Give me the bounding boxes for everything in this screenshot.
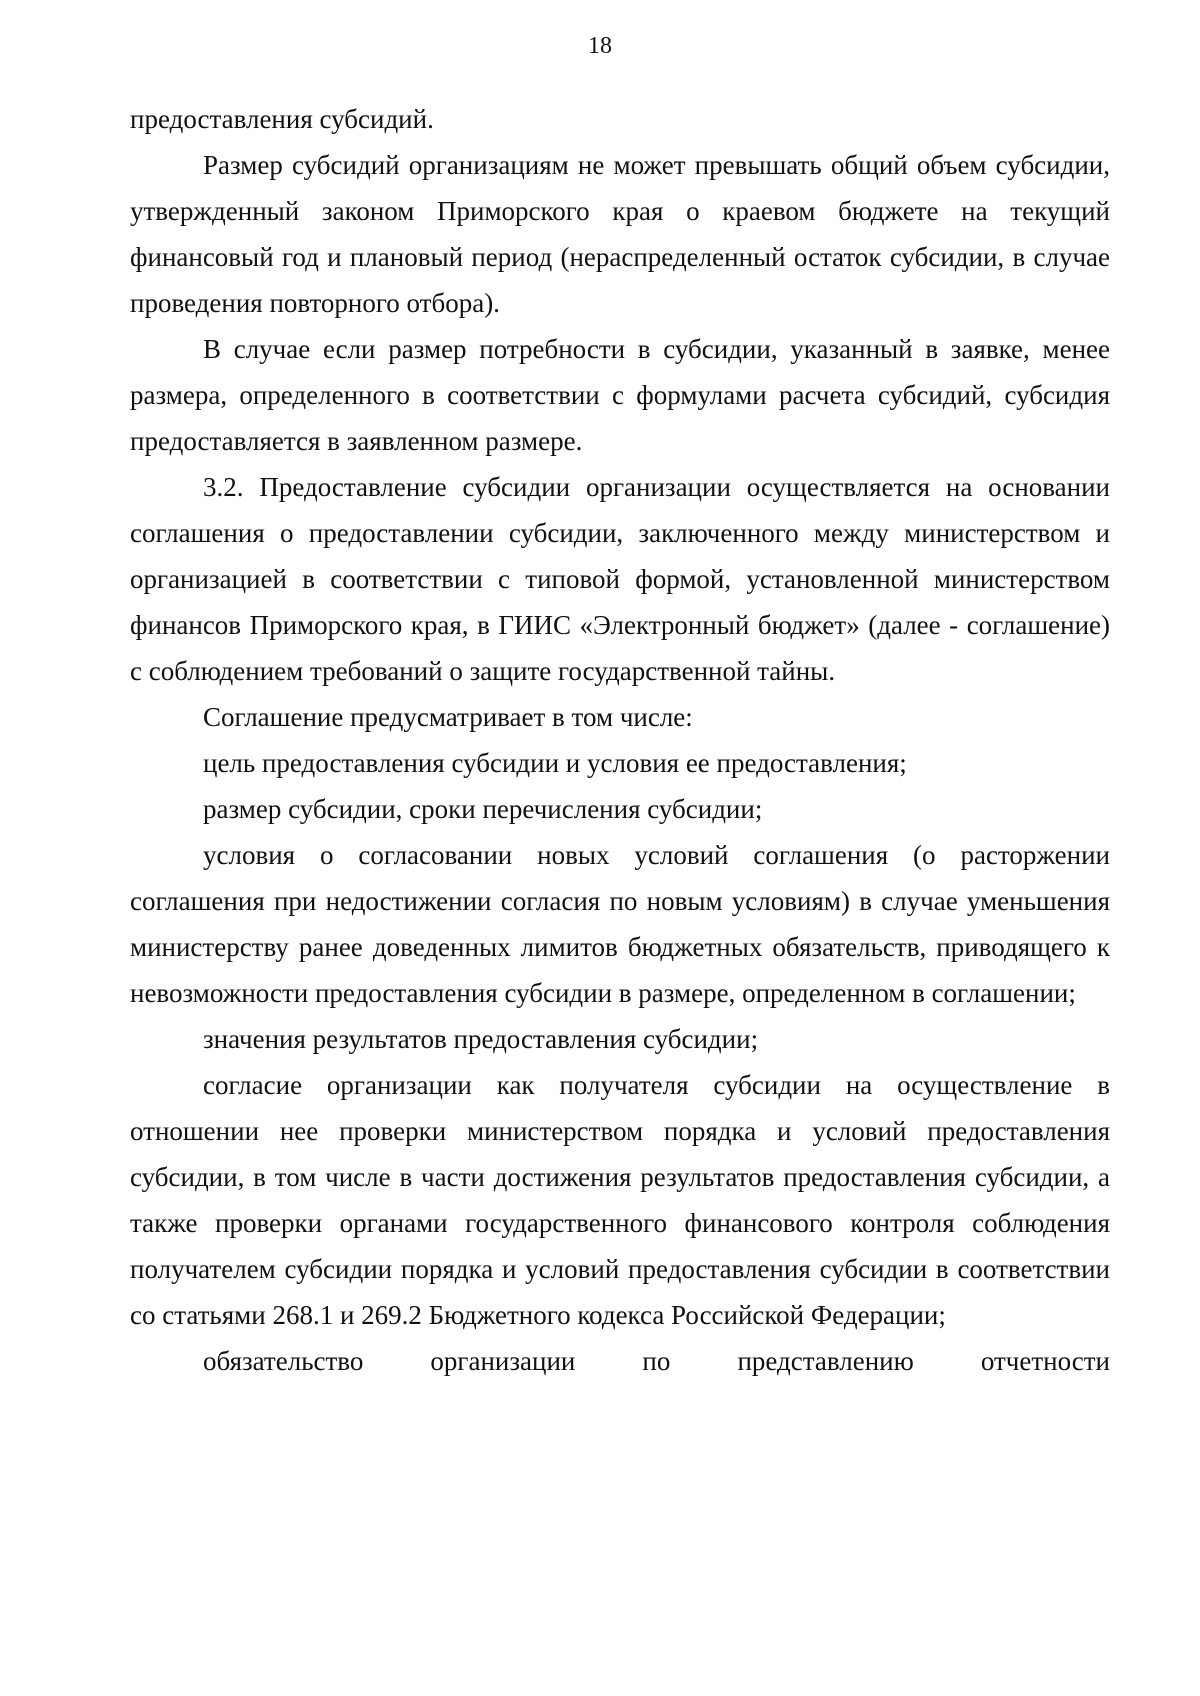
- list-item-reporting-obligation: обязательство организации по представлению отчетности: [203, 1346, 1110, 1376]
- paragraph-3-2-agreement: 3.2. Предоставление субсидии организации осуществляется на основании соглашения о предоставлении субсидии, заключенного между министерством и организацией в соответствии с типовой формой, установленной министерством финансов Приморского края, в ГИИС «Электронный бюджет» (далее - соглашение) с соблюдением требований о защите государственной тайны.: [130, 472, 1110, 686]
- list-item-purpose: цель предоставления субсидии и условия ее предоставления;: [203, 748, 907, 778]
- page-number: 18: [588, 33, 612, 59]
- list-item-size-terms: размер субсидии, сроки перечисления субсидии;: [203, 794, 763, 824]
- paragraph-subsidy-size-limit: Размер субсидий организациям не может превышать общий объем субсидии, утвержденный законом Приморского края о краевом бюджете на текущий финансовый год и плановый период (нераспределенный остаток субсидии, в случае проведения повторного отбора).: [130, 150, 1110, 318]
- paragraph-requested-amount: В случае если размер потребности в субсидии, указанный в заявке, менее размера, определенного в соответствии с формулами расчета субсидий, субсидия предоставляется в заявленном размере.: [130, 334, 1110, 456]
- list-item-new-conditions: условия о согласовании новых условий соглашения (о расторжении соглашения при недостижении согласия по новым условиям) в случае уменьшения министерству ранее доведенных лимитов бюджетных обязательств, приводящего к невозможности предоставления субсидии в размере, определенном в соглашении;: [130, 840, 1110, 1008]
- paragraph-agreement-provisions: Соглашение предусматривает в том числе:: [203, 702, 693, 732]
- paragraph-continuation: предоставления субсидий.: [130, 104, 434, 134]
- document-body: [130, 96, 1110, 1384]
- list-item-consent-inspection: согласие организации как получателя субсидии на осуществление в отношении нее проверки министерством порядка и условий предоставления субсидии, в том числе в части достижения результатов предоставления субсидии, а также проверки органами государственного финансового контроля соблюдения получателем субсидии порядка и условий предоставления субсидии в соответствии со статьями 268.1 и 269.2 Бюджетного кодекса Российской Федерации;: [130, 1070, 1110, 1330]
- list-item-results: значения результатов предоставления субсидии;: [203, 1024, 759, 1054]
